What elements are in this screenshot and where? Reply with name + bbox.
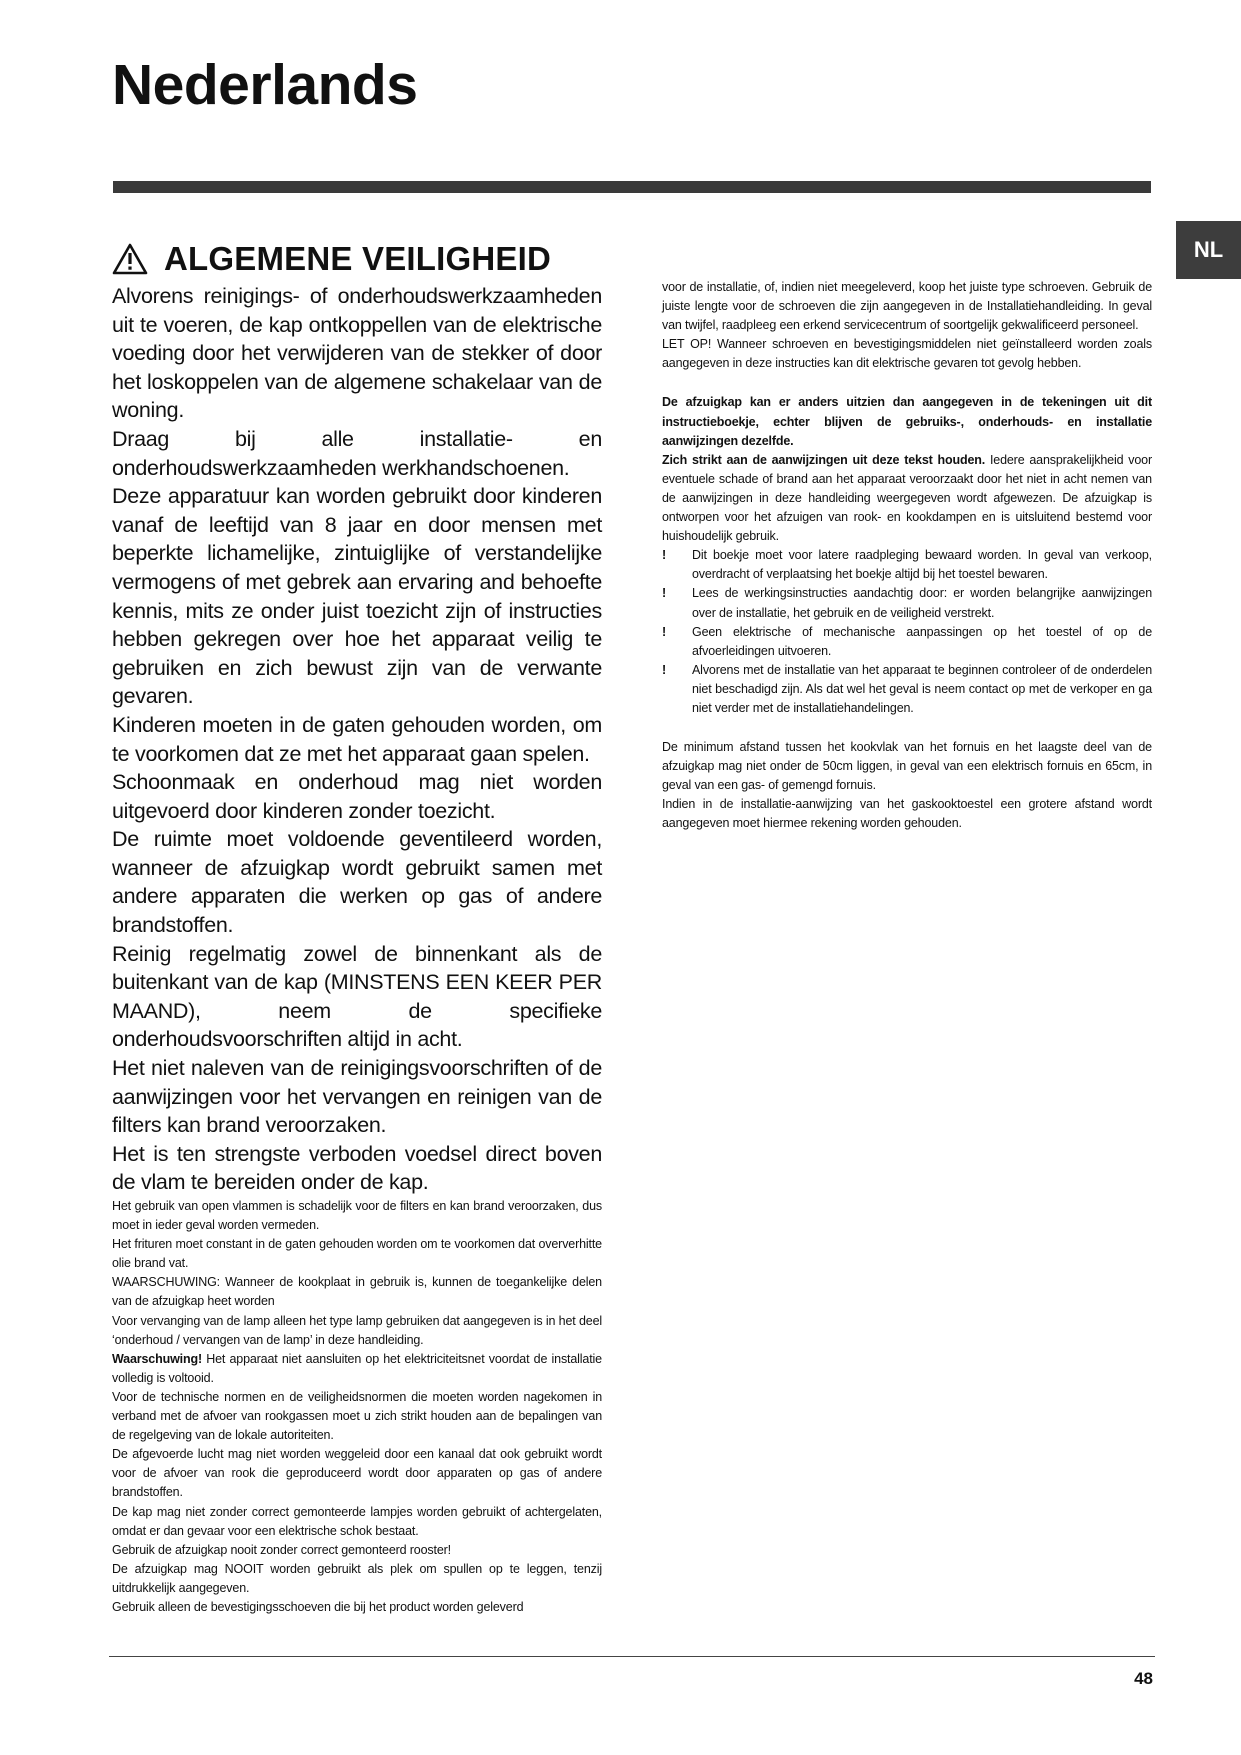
list-item	[662, 584, 1152, 622]
paragraph	[112, 1350, 602, 1388]
paragraph: De afgevoerde lucht mag niet worden weggeleid door een kanaal dat ook gebruikt wordt voor de afvoer van rook die geproduceerd wordt door apparaten op gas of andere brandstoffen.	[112, 1447, 602, 1500]
paragraph: De afzuigkap kan er anders uitzien dan aangegeven in de tekeningen uit dit instructieboekje, echter blijven de gebruiks-, onderhouds- en installatie aanwijzingen dezelfde.	[662, 395, 1152, 448]
paragraph: De kap mag niet zonder correct gemonteerde lampjes worden gebruikt of achtergelaten, omdat er dan gevaar voor een elektrische schok bestaat.	[112, 1504, 602, 1538]
paragraph: LET OP! Wanneer schroeven en bevestigingsmiddelen niet geïnstalleerd worden zoals aangegeven in deze instructies kan dit elektrische gevaren tot gevolg hebben.	[662, 337, 1152, 371]
paragraph: WAARSCHUWING: Wanneer de kookplaat in gebruik is, kunnen de toegankelijke delen van de afzuigkap heet worden	[112, 1275, 602, 1309]
detail-safety-text	[112, 1197, 602, 1617]
paragraph: Kinderen moeten in de gaten gehouden worden, om te voorkomen dat ze met het apparaat gaan spelen.	[112, 712, 602, 766]
paragraph: Gebruik de afzuigkap nooit zonder correct gemonteerd rooster!	[112, 1542, 451, 1557]
list-item	[662, 546, 1152, 584]
paragraph: Schoonmaak en onderhoud mag niet worden uitgevoerd door kinderen zonder toezicht.	[112, 770, 602, 823]
left-column	[112, 238, 602, 1617]
paragraph	[662, 451, 1152, 546]
warning-text: Het apparaat niet aansluiten op het elektriciteitsnet voordat de installatie volledig is voltooid.	[112, 1351, 602, 1385]
exclamation-icon: !	[662, 624, 667, 639]
right-column	[662, 278, 1152, 834]
section-heading-text: ALGEMENE VEILIGHEID	[164, 240, 552, 277]
page-title: Nederlands	[112, 53, 418, 117]
exclamation-icon: !	[662, 586, 667, 601]
list-item-text: Dit boekje moet voor latere raadpleging bewaard worden. In geval van verkoop, overdracht of verplaatsing het boekje altijd bij het toestel bewaren.	[692, 548, 1152, 582]
paragraph: Het is ten strengste verboden voedsel direct boven de vlam te bereiden onder de kap.	[112, 1141, 602, 1195]
paragraph: Het niet naleven van de reinigingsvoorschriften of de aanwijzingen voor het vervangen en reinigen van de filters kan brand veroorzaken.	[112, 1056, 602, 1138]
paragraph: Alvorens reinigings- of onderhoudswerkzaamheden uit te voeren, de kap ontkoppellen van de elektrische voeding door het verwijderen van de stekker of door het loskoppelen van de algemene schakelaar van de woning.	[112, 284, 602, 423]
paragraph: Het gebruik van open vlammen is schadelijk voor de filters en kan brand veroorzaken, dus moet in ieder geval worden vermeden.	[112, 1199, 602, 1233]
list-item	[662, 623, 1152, 661]
warning-label: Waarschuwing!	[112, 1351, 202, 1366]
header-divider	[113, 181, 1151, 193]
list-item-text: Lees de werkingsinstructies aandachtig door: er worden belangrijke aanwijzingen over de installatie, het gebruik en de veiligheid verstrekt.	[692, 586, 1152, 620]
warning-triangle-icon	[112, 243, 148, 275]
exclamation-icon: !	[662, 662, 667, 677]
instruction-text: Iedere aansprakelijkheid voor eventuele schade of brand aan het apparaat veroorzaakt door het niet in acht nemen van de aanwijzingen in deze handleiding weergegeven wordt afgewezen. De afzuigkap is ontworpen voor het afzuigen van rook- en kookdampen en is uitsluitend bestemd voor huishoudelijk gebruik.	[662, 452, 1152, 544]
page-number: 48	[1134, 1669, 1153, 1688]
paragraph: voor de installatie, of, indien niet meegeleverd, koop het juiste type schroeven. Gebruik de juiste lengte voor de schroeven die zijn aangegeven in de Installatiehandleiding. In geval van twijfel, raadpleeg een erkend servicecentrum of soortgelijk gekwalificeerd personeel.	[662, 280, 1152, 333]
exclamation-icon: !	[662, 548, 667, 563]
paragraph: Deze apparatuur kan worden gebruikt door kinderen vanaf de leeftijd van 8 jaar en door mensen met beperkte lichamelijke, zintuiglijke of verstandelijke vermogens of met gebrek aan ervaring and behoefte kennis, mits ze onder juist toezicht zijn of instructies hebben gekregen over hoe het apparaat veilig te gebruiken en zich bewust zijn van de verwante gevaren.	[112, 484, 602, 709]
paragraph: De ruimte moet voldoende geventileerd worden, wanneer de afzuigkap wordt gebruikt samen met andere apparaten die werken op gas of andere brandstoffen.	[112, 827, 602, 938]
paragraph: De minimum afstand tussen het kookvlak van het fornuis en het laagste deel van de afzuigkap mag niet onder de 50cm liggen, in geval van een elektrisch fornuis en 65cm, in geval van een gas- of gemengd fornuis.	[662, 740, 1152, 793]
paragraph: Het frituren moet constant in de gaten gehouden worden om te voorkomen dat oververhitte olie brand vat.	[112, 1237, 602, 1271]
list-item-text: Geen elektrische of mechanische aanpassingen op het toestel of op de afvoerleidingen uitvoeren.	[692, 624, 1152, 658]
instruction-label: Zich strikt aan de aanwijzingen uit deze tekst houden.	[662, 452, 986, 467]
paragraph: Voor de technische normen en de veiligheidsnormen die moeten worden nagekomen in verband met de afvoer van rookgassen moet u zich strikt houden aan de bepalingen van de regelgeving van de lokale autoriteiten.	[112, 1389, 602, 1443]
list-item-text: Alvorens met de installatie van het apparaat te beginnen controleer of de onderdelen niet beschadigd zijn. Als dat wel het geval is neem contact op met de verkoper en ga niet verder met de installatiehandelingen.	[692, 662, 1152, 715]
paragraph: Gebruik alleen de bevestigingsschoeven die bij het product worden geleverd	[112, 1599, 524, 1614]
paragraph: Reinig regelmatig zowel de binnenkant als de buitenkant van de kap (MINSTENS EEN KEER PER MAAND), neem de specifieke onderhoudsvoorschriften altijd in acht.	[112, 941, 602, 1052]
paragraph: Voor vervanging van de lamp alleen het type lamp gebruiken dat aangegeven is in het deel ‘onderhoud / vervangen van de lamp’ in deze handleiding.	[112, 1313, 602, 1347]
list-item	[662, 661, 1152, 718]
paragraph: Indien in de installatie-aanwijzing van het gaskooktoestel een grotere afstand wordt aangegeven moet hiermee rekening worden gehouden.	[662, 797, 1152, 831]
footer-divider	[109, 1656, 1155, 1657]
paragraph: Draag bij alle installatie- en onderhoudswerkzaamheden werkhandschoenen.	[112, 426, 602, 480]
section-heading	[112, 238, 602, 280]
language-tab: NL	[1176, 221, 1241, 279]
paragraph: De afzuigkap mag NOOIT worden gebruikt als plek om spullen op te leggen, tenzij uitdrukkelijk aangegeven.	[112, 1561, 602, 1595]
main-safety-text	[112, 282, 602, 1197]
